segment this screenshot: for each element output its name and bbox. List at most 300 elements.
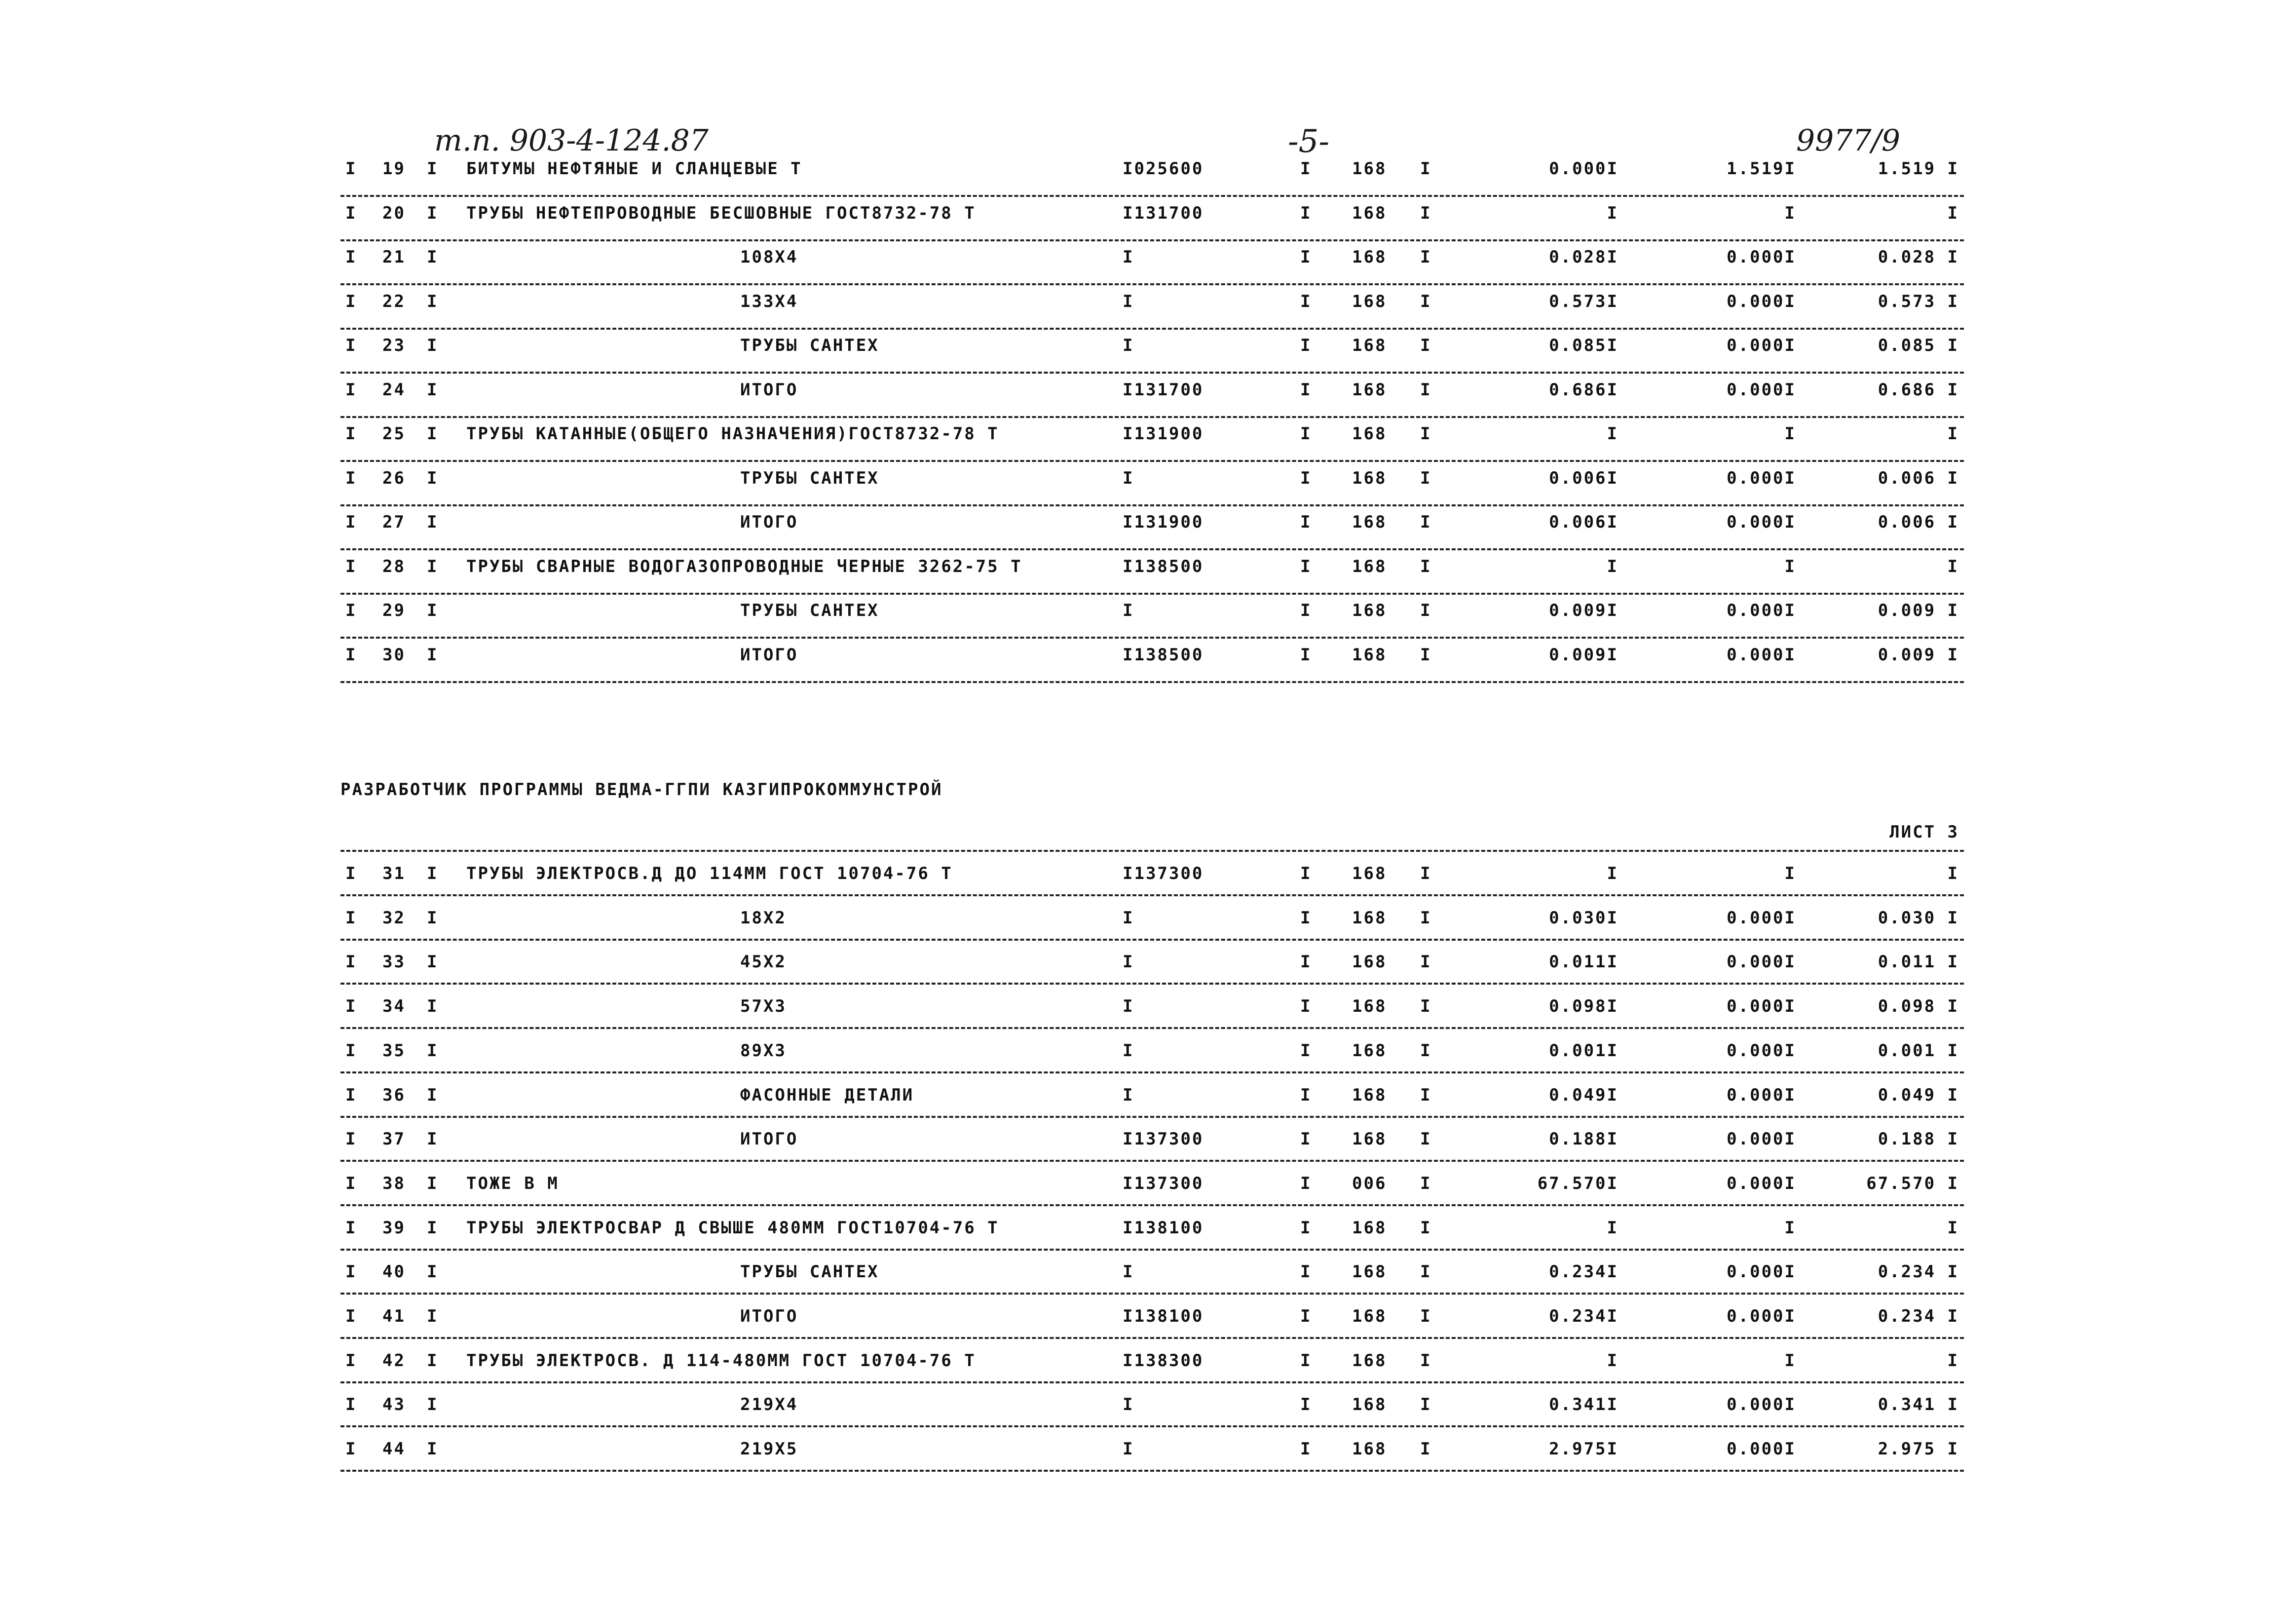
- row-value-3: 0.098 I: [1878, 996, 1959, 1017]
- row-divider: [340, 1071, 1964, 1073]
- row-sep: I: [1300, 1218, 1312, 1238]
- doc-reference: т.п. 903-4-124.87: [434, 123, 709, 158]
- row-unit: 168: [1352, 601, 1387, 620]
- row-sep: I: [1300, 380, 1312, 400]
- row-value-2: I: [1784, 556, 1796, 576]
- row-value-2: 0.000I: [1727, 908, 1796, 928]
- row-sep: I: [1300, 1395, 1312, 1415]
- row-sep: I: [345, 556, 357, 576]
- row-value-1: 0.006I: [1549, 468, 1618, 488]
- row-sep: I: [345, 645, 357, 665]
- row-code: I: [1123, 908, 1134, 928]
- row-code: I137300: [1123, 1173, 1204, 1193]
- row-unit: 168: [1352, 908, 1387, 928]
- row-sep: I: [1420, 1085, 1432, 1105]
- row-value-2: 0.000I: [1727, 1439, 1796, 1459]
- row-value-2: I: [1784, 424, 1796, 444]
- row-unit: 168: [1352, 1306, 1387, 1326]
- row-value-3: 0.234 I: [1878, 1306, 1959, 1326]
- row-value-2: 0.000I: [1727, 1306, 1796, 1326]
- row-subname: ИТОГО: [740, 645, 798, 665]
- row-code: I138100: [1123, 1306, 1204, 1326]
- row-sep: I: [1420, 1306, 1432, 1326]
- row-sep: I: [1420, 1173, 1432, 1193]
- row-unit: 168: [1352, 512, 1387, 532]
- row-sep: I: [427, 468, 439, 488]
- row-sep: I: [1420, 336, 1432, 355]
- row-number: 35: [382, 1040, 406, 1061]
- row-sep: I: [1420, 1395, 1432, 1415]
- row-name: ТРУБЫ ЭЛЕКТРОСВ. Д 114-480ММ ГОСТ 10704-76 Т: [466, 1350, 976, 1371]
- table-row: [0, 336, 2296, 355]
- row-code: I: [1123, 1395, 1134, 1415]
- row-sep: I: [1420, 864, 1432, 883]
- row-sep: I: [1420, 380, 1432, 400]
- row-value-3: 0.006 I: [1878, 468, 1959, 488]
- row-number: 42: [382, 1350, 406, 1371]
- row-sep: I: [1420, 556, 1432, 576]
- row-subname: ФАСОННЫЕ ДЕТАЛИ: [740, 1085, 914, 1105]
- row-value-1: 0.085I: [1549, 336, 1618, 355]
- row-sep: I: [1300, 1085, 1312, 1105]
- row-sep: I: [345, 952, 357, 972]
- row-sep: I: [345, 1262, 357, 1282]
- row-sep: I: [1300, 556, 1312, 576]
- row-number: 23: [382, 336, 406, 355]
- row-number: 31: [382, 864, 406, 883]
- row-value-3: 0.234 I: [1878, 1262, 1959, 1282]
- row-number: 37: [382, 1129, 406, 1149]
- row-value-1: 0.011I: [1549, 952, 1618, 972]
- row-number: 22: [382, 291, 406, 311]
- row-value-2: 0.000I: [1727, 468, 1796, 488]
- row-code: I137300: [1123, 1129, 1204, 1149]
- row-sep: I: [1300, 645, 1312, 665]
- row-sep: I: [1420, 1218, 1432, 1238]
- table-row: [0, 512, 2296, 532]
- row-unit: 168: [1352, 556, 1387, 576]
- row-subname: 89Х3: [740, 1040, 787, 1061]
- row-sep: I: [1420, 1350, 1432, 1371]
- row-sep: I: [1420, 1040, 1432, 1061]
- row-value-1: 67.570I: [1537, 1173, 1618, 1193]
- row-value-3: I: [1947, 203, 1959, 223]
- row-code: I: [1123, 336, 1134, 355]
- row-value-1: 2.975I: [1549, 1439, 1618, 1459]
- row-sep: I: [345, 424, 357, 444]
- row-value-1: I: [1607, 1350, 1618, 1371]
- row-sep: I: [1420, 601, 1432, 620]
- row-sep: I: [1420, 1262, 1432, 1282]
- row-value-2: 0.000I: [1727, 1395, 1796, 1415]
- row-code: I138500: [1123, 645, 1204, 665]
- row-code: I: [1123, 996, 1134, 1017]
- row-value-3: I: [1947, 1218, 1959, 1238]
- row-number: 29: [382, 601, 406, 620]
- row-sep: I: [345, 1218, 357, 1238]
- row-value-2: 0.000I: [1727, 1262, 1796, 1282]
- row-value-3: I: [1947, 556, 1959, 576]
- row-sep: I: [427, 247, 439, 267]
- row-subname: 45Х2: [740, 952, 787, 972]
- row-sep: I: [427, 1262, 439, 1282]
- row-subname: ТРУБЫ САНТЕХ: [740, 1262, 879, 1282]
- row-unit: 168: [1352, 247, 1387, 267]
- row-sep: I: [345, 601, 357, 620]
- row-sep: I: [427, 424, 439, 444]
- row-value-3: 0.009 I: [1878, 601, 1959, 620]
- row-sep: I: [345, 512, 357, 532]
- row-number: 41: [382, 1306, 406, 1326]
- row-number: 38: [382, 1173, 406, 1193]
- row-sep: I: [1300, 952, 1312, 972]
- row-name: ТРУБЫ СВАРНЫЕ ВОДОГАЗОПРОВОДНЫЕ ЧЕРНЫЕ 3262-75 Т: [466, 556, 1022, 576]
- table-row: [0, 864, 2296, 883]
- row-value-2: 0.000I: [1727, 645, 1796, 665]
- row-value-3: 2.975 I: [1878, 1439, 1959, 1459]
- row-sep: I: [345, 864, 357, 883]
- row-sep: I: [345, 291, 357, 311]
- row-unit: 168: [1352, 159, 1387, 179]
- table-row: [0, 908, 2296, 928]
- row-sep: I: [1300, 247, 1312, 267]
- row-name: ТРУБЫ НЕФТЕПРОВОДНЫЕ БЕСШОВНЫЕ ГОСТ8732-78 Т: [466, 203, 976, 223]
- row-sep: I: [1300, 1350, 1312, 1371]
- row-divider: [340, 504, 1964, 506]
- row-value-3: 0.030 I: [1878, 908, 1959, 928]
- row-sep: I: [427, 1040, 439, 1061]
- row-subname: 219Х5: [740, 1439, 798, 1459]
- row-sep: I: [345, 380, 357, 400]
- row-value-1: 0.098I: [1549, 996, 1618, 1017]
- row-sep: I: [1420, 952, 1432, 972]
- row-sep: I: [1300, 336, 1312, 355]
- row-sep: I: [1420, 247, 1432, 267]
- row-sep: I: [1420, 159, 1432, 179]
- row-value-1: I: [1607, 203, 1618, 223]
- row-unit: 168: [1352, 1262, 1387, 1282]
- row-value-2: 0.000I: [1727, 1173, 1796, 1193]
- row-code: I: [1123, 1439, 1134, 1459]
- row-number: 24: [382, 380, 406, 400]
- row-number: 25: [382, 424, 406, 444]
- row-sep: I: [427, 512, 439, 532]
- row-unit: 168: [1352, 1040, 1387, 1061]
- row-divider: [340, 239, 1964, 241]
- row-sep: I: [427, 336, 439, 355]
- row-unit: 168: [1352, 864, 1387, 883]
- row-sep: I: [345, 908, 357, 928]
- row-subname: ИТОГО: [740, 1129, 798, 1149]
- table-row: [0, 247, 2296, 267]
- row-number: 40: [382, 1262, 406, 1282]
- table-row: [0, 1439, 2296, 1459]
- row-value-2: I: [1784, 203, 1796, 223]
- row-number: 28: [382, 556, 406, 576]
- row-value-1: 0.000I: [1549, 159, 1618, 179]
- row-value-1: 0.049I: [1549, 1085, 1618, 1105]
- row-value-2: 0.000I: [1727, 952, 1796, 972]
- row-divider: [340, 939, 1964, 941]
- table-row: [0, 424, 2296, 444]
- row-subname: ТРУБЫ САНТЕХ: [740, 601, 879, 620]
- row-divider: [340, 593, 1964, 595]
- row-unit: 168: [1352, 1395, 1387, 1415]
- row-code: I: [1123, 1262, 1134, 1282]
- row-sep: I: [1300, 203, 1312, 223]
- row-value-3: 0.341 I: [1878, 1395, 1959, 1415]
- row-divider: [340, 637, 1964, 639]
- row-value-3: I: [1947, 424, 1959, 444]
- row-value-3: 0.188 I: [1878, 1129, 1959, 1149]
- row-value-2: 1.519I: [1727, 159, 1796, 179]
- table-row: [0, 1174, 2296, 1193]
- row-number: 43: [382, 1395, 406, 1415]
- row-value-1: I: [1607, 864, 1618, 883]
- row-divider: [340, 1160, 1964, 1162]
- row-value-3: 0.011 I: [1878, 952, 1959, 972]
- row-value-3: I: [1947, 864, 1959, 883]
- row-number: 21: [382, 247, 406, 267]
- row-sep: I: [427, 908, 439, 928]
- row-code: I: [1123, 1040, 1134, 1061]
- row-value-2: 0.000I: [1727, 380, 1796, 400]
- row-name: ТОЖЕ В М: [466, 1173, 559, 1193]
- row-name: БИТУМЫ НЕФТЯНЫЕ И СЛАНЦЕВЫЕ Т: [466, 159, 802, 179]
- row-number: 39: [382, 1218, 406, 1238]
- row-value-2: 0.000I: [1727, 336, 1796, 355]
- row-sep: I: [427, 1085, 439, 1105]
- table-row: [0, 1395, 2296, 1414]
- row-unit: 168: [1352, 1085, 1387, 1105]
- row-value-2: I: [1784, 1218, 1796, 1238]
- row-number: 34: [382, 996, 406, 1017]
- row-value-2: 0.000I: [1727, 1040, 1796, 1061]
- table-row: [0, 159, 2296, 179]
- row-divider: [340, 1337, 1964, 1339]
- row-sep: I: [427, 159, 439, 179]
- table-row: [0, 1041, 2296, 1061]
- row-number: 26: [382, 468, 406, 488]
- row-value-1: 0.028I: [1549, 247, 1618, 267]
- table-row: [0, 1262, 2296, 1282]
- row-sep: I: [345, 1395, 357, 1415]
- row-value-1: 0.009I: [1549, 601, 1618, 620]
- row-sep: I: [1300, 1262, 1312, 1282]
- row-sep: I: [1300, 159, 1312, 179]
- row-code: I131700: [1123, 203, 1204, 223]
- row-sep: I: [1300, 1173, 1312, 1193]
- row-sep: I: [345, 1040, 357, 1061]
- row-sep: I: [1300, 1306, 1312, 1326]
- row-code: I138300: [1123, 1350, 1204, 1371]
- row-sep: I: [1300, 1439, 1312, 1459]
- row-sep: I: [1300, 908, 1312, 928]
- row-divider: [340, 1027, 1964, 1029]
- row-unit: 168: [1352, 203, 1387, 223]
- row-divider: [340, 1249, 1964, 1251]
- row-subname: 18Х2: [740, 908, 787, 928]
- row-code: I: [1123, 1085, 1134, 1105]
- row-sep: I: [1420, 512, 1432, 532]
- row-code: I131900: [1123, 424, 1204, 444]
- row-unit: 168: [1352, 468, 1387, 488]
- row-sep: I: [1420, 645, 1432, 665]
- row-sep: I: [1420, 468, 1432, 488]
- row-number: 20: [382, 203, 406, 223]
- row-value-2: 0.000I: [1727, 291, 1796, 311]
- row-divider: [340, 1204, 1964, 1206]
- row-unit: 168: [1352, 1129, 1387, 1149]
- row-unit: 168: [1352, 645, 1387, 665]
- row-subname: ИТОГО: [740, 380, 798, 400]
- row-value-1: 0.006I: [1549, 512, 1618, 532]
- row-value-3: 0.028 I: [1878, 247, 1959, 267]
- row-sep: I: [1420, 291, 1432, 311]
- row-divider: [340, 416, 1964, 418]
- row-value-1: 0.234I: [1549, 1306, 1618, 1326]
- row-name: ТРУБЫ ЭЛЕКТРОСВАР Д СВЫШЕ 480ММ ГОСТ10704-76 Т: [466, 1218, 999, 1238]
- row-code: I: [1123, 291, 1134, 311]
- row-subname: 133Х4: [740, 291, 798, 311]
- row-divider: [340, 372, 1964, 374]
- row-sep: I: [1300, 601, 1312, 620]
- row-value-2: 0.000I: [1727, 601, 1796, 620]
- row-sep: I: [427, 1350, 439, 1371]
- table-row: [0, 468, 2296, 488]
- row-divider: [340, 283, 1964, 285]
- row-sep: I: [345, 1439, 357, 1459]
- row-unit: 168: [1352, 424, 1387, 444]
- row-value-2: I: [1784, 864, 1796, 883]
- row-sep: I: [345, 1173, 357, 1193]
- row-value-1: 0.573I: [1549, 291, 1618, 311]
- page-number: -5-: [1288, 123, 1329, 160]
- row-value-3: 0.686 I: [1878, 380, 1959, 400]
- table-row: [0, 1351, 2296, 1371]
- row-unit: 168: [1352, 291, 1387, 311]
- table-row: [0, 203, 2296, 223]
- table-row: [0, 1218, 2296, 1238]
- row-unit: 168: [1352, 996, 1387, 1017]
- row-code: I: [1123, 468, 1134, 488]
- sheet-code: 9977/9: [1796, 123, 1901, 158]
- row-subname: 57Х3: [740, 996, 787, 1017]
- row-sep: I: [1300, 512, 1312, 532]
- table-row: [0, 557, 2296, 576]
- row-unit: 168: [1352, 336, 1387, 355]
- row-code: I138100: [1123, 1218, 1204, 1238]
- row-sep: I: [1420, 424, 1432, 444]
- row-divider: [340, 1470, 1964, 1472]
- row-code: I131900: [1123, 512, 1204, 532]
- row-sep: I: [345, 1129, 357, 1149]
- row-value-3: 0.085 I: [1878, 336, 1959, 355]
- table-row: [0, 380, 2296, 400]
- table-row: [0, 1306, 2296, 1326]
- row-sep: I: [427, 1306, 439, 1326]
- row-value-2: 0.000I: [1727, 996, 1796, 1017]
- row-subname: ТРУБЫ САНТЕХ: [740, 468, 879, 488]
- row-sep: I: [1300, 996, 1312, 1017]
- row-divider: [340, 681, 1964, 683]
- row-value-1: I: [1607, 424, 1618, 444]
- row-number: 30: [382, 645, 406, 665]
- row-number: 36: [382, 1085, 406, 1105]
- row-number: 19: [382, 159, 406, 179]
- row-value-1: 0.686I: [1549, 380, 1618, 400]
- row-subname: 219Х4: [740, 1395, 798, 1415]
- row-divider: [340, 460, 1964, 462]
- row-sep: I: [1420, 1129, 1432, 1149]
- row-number: 33: [382, 952, 406, 972]
- row-sep: I: [345, 1350, 357, 1371]
- row-subname: ИТОГО: [740, 1306, 798, 1326]
- row-sep: I: [345, 247, 357, 267]
- row-sep: I: [427, 203, 439, 223]
- table-row: [0, 601, 2296, 620]
- table-row: [0, 1085, 2296, 1105]
- row-sep: I: [427, 291, 439, 311]
- row-value-1: I: [1607, 1218, 1618, 1238]
- row-value-3: 0.009 I: [1878, 645, 1959, 665]
- row-value-1: 0.030I: [1549, 908, 1618, 928]
- row-value-1: 0.341I: [1549, 1395, 1618, 1415]
- row-code: I138500: [1123, 556, 1204, 576]
- row-value-2: 0.000I: [1727, 247, 1796, 267]
- row-divider: [340, 983, 1964, 985]
- row-value-1: 0.001I: [1549, 1040, 1618, 1061]
- row-unit: 168: [1352, 1439, 1387, 1459]
- row-sep: I: [345, 1085, 357, 1105]
- row-sep: I: [1420, 1439, 1432, 1459]
- row-sep: I: [427, 1218, 439, 1238]
- row-sep: I: [1300, 291, 1312, 311]
- row-value-2: 0.000I: [1727, 1085, 1796, 1105]
- row-unit: 168: [1352, 1350, 1387, 1371]
- row-sep: I: [1300, 1129, 1312, 1149]
- row-value-2: 0.000I: [1727, 1129, 1796, 1149]
- row-sep: I: [1300, 424, 1312, 444]
- row-sep: I: [1420, 996, 1432, 1017]
- row-value-3: 0.573 I: [1878, 291, 1959, 311]
- row-code: I025600: [1123, 159, 1204, 179]
- row-sep: I: [345, 203, 357, 223]
- row-sep: I: [1300, 468, 1312, 488]
- row-name: ТРУБЫ КАТАННЫЕ(ОБЩЕГО НАЗНАЧЕНИЯ)ГОСТ8732-78 Т: [466, 424, 999, 444]
- row-sep: I: [1420, 203, 1432, 223]
- row-value-1: I: [1607, 556, 1618, 576]
- row-divider: [340, 328, 1964, 330]
- table-row: [0, 292, 2296, 311]
- row-value-3: 1.519 I: [1878, 159, 1959, 179]
- row-value-2: I: [1784, 1350, 1796, 1371]
- row-value-1: 0.188I: [1549, 1129, 1618, 1149]
- row-code: I131700: [1123, 380, 1204, 400]
- row-sep: I: [345, 159, 357, 179]
- table-row: [0, 952, 2296, 972]
- table-row: [0, 645, 2296, 665]
- row-sep: I: [1300, 1040, 1312, 1061]
- row-code: I137300: [1123, 864, 1204, 883]
- row-unit: 168: [1352, 952, 1387, 972]
- row-value-3: I: [1947, 1350, 1959, 1371]
- row-sep: I: [427, 1173, 439, 1193]
- row-unit: 006: [1352, 1173, 1387, 1193]
- developer-caption: РАЗРАБОТЧИК ПРОГРАММЫ ВЕДМА-ГГПИ КАЗГИПРОКОММУНСТРОЙ: [340, 780, 943, 800]
- row-number: 44: [382, 1439, 406, 1459]
- row-number: 27: [382, 512, 406, 532]
